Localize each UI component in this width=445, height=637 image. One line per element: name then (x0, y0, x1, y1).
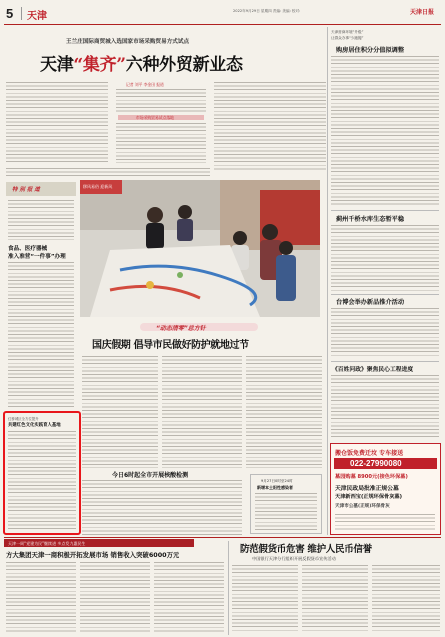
bottom-right-body-col2 (302, 565, 368, 633)
ad-fine-print (335, 514, 435, 530)
feature-intro-text (8, 200, 74, 240)
bottom-right-headline: 防范假货币危害 维护人民币信誉 (240, 544, 372, 555)
photo-banner (80, 180, 122, 194)
page-divider-bar (21, 7, 22, 20)
center-sub-headline: 今日6时起全市开展核酸检测 (112, 472, 189, 479)
right-mid-title: 蓟州千桥水库生态暂平稳 (336, 216, 405, 223)
bottom-left-body-col1 (6, 562, 76, 634)
lead-sub-box-heading: 市场采购贸易试点落地 (136, 115, 174, 120)
ad-phone: 022-27990080 (350, 459, 402, 468)
promo-banner-text: 天津一周“党建为民”继续进 多点发力惠民生 (8, 540, 86, 546)
page-number: 5 (6, 6, 14, 21)
bottom-col-rule (228, 541, 229, 635)
right-top-kicker2: 让群众办事“少跑腿” (331, 36, 364, 40)
center-tag-text: “动态清零”总方针 (156, 325, 206, 332)
meta-line: 2022年9月29日 星期四 责编: 美编: 校对: (233, 9, 301, 13)
center-sub-body (82, 480, 242, 536)
bottom-right-sub: 中国银行天津分行组织开展反假货币宣传活动 (252, 556, 336, 561)
bottom-left-body-col2 (80, 562, 150, 634)
ad-line4: 天津新西宝(正规环保骨灰墓) (335, 494, 402, 500)
center-body-col3 (246, 356, 322, 468)
bottom-left-headline: 方大集团天津一商积极开拓发展市场 销售收入突破6000万元 (6, 551, 180, 559)
masthead-rule (4, 24, 441, 25)
section-name: 天津 (27, 11, 47, 22)
lead-sub-box-text2 (116, 123, 206, 163)
lead-kicker: 王兰庄国际商贸城入选国家市场采购贸易方式试点 (66, 39, 190, 45)
highlight-box[interactable] (3, 411, 81, 535)
feature-banner (6, 182, 76, 196)
right-mid-title2: 台博会举办新品推介活动 (336, 299, 405, 306)
lead-sub-box-text (116, 89, 206, 113)
lead-headline-part2: 六种外贸新业态 (125, 55, 243, 75)
feature-body (8, 262, 74, 407)
bottom-left-body-col3 (154, 562, 224, 634)
bottom-right-body-col3 (372, 565, 440, 633)
highlight-kicker: 红桥城区全方位提升 (8, 417, 39, 421)
center-headline: 国庆假期 倡导市民做好防护就地过节 (92, 340, 249, 351)
center-note-body (255, 493, 317, 531)
center-note-box (250, 474, 322, 534)
center-body-col2 (162, 356, 242, 468)
feature-title2: 准入准营“一件事”办理 (8, 254, 66, 260)
right-top-body (331, 56, 439, 206)
photo-illustration (80, 180, 320, 317)
right-lower-body (331, 375, 439, 439)
promo-banner (4, 539, 194, 547)
center-note-title2: 新增本土阳性感染者 (257, 485, 293, 490)
lead-sub-box-title: 记者 刘平 李金田 报道 (126, 82, 164, 87)
right-rule-3 (331, 361, 439, 362)
lead-headline (40, 50, 243, 75)
bottom-rule (4, 537, 441, 538)
feature-title: 食品、医疗器械 (8, 246, 48, 252)
lead-body-col1 (6, 82, 108, 162)
highlight-title: 共建红色文化实践育人基地 (8, 423, 61, 428)
right-rule-2 (331, 294, 439, 295)
ad-phone-bar (334, 458, 437, 469)
right-top-kicker: 天津营商环境“升级” (331, 30, 364, 34)
lead-headline-quote: “集齐” (73, 55, 126, 75)
lead-headline-part1: 天津 (40, 55, 74, 75)
right-mid-body2 (331, 308, 439, 358)
bottom-right-body-col1 (232, 565, 298, 633)
center-tag (140, 322, 258, 332)
ad-line1: 搬仓饭免费迁坟 专车接送 (335, 450, 404, 457)
lead-story (4, 27, 324, 77)
center-note-title: 9月27日0时至24时 (261, 479, 293, 483)
right-rule-1 (331, 210, 439, 211)
ad-line5: 天津市公墓(正规)环保骨灰 (335, 504, 390, 509)
lead-sub-box (112, 82, 210, 166)
right-col-rule (327, 27, 328, 535)
ad-box[interactable] (330, 443, 441, 535)
highlight-body (8, 431, 76, 531)
feature-heading: 特 别 报 道 (12, 187, 40, 193)
paper-logo: 天津日报 (410, 9, 435, 16)
right-lower-title: 《百姓问政》聚焦民心工程进度 (332, 367, 414, 373)
masthead (0, 0, 445, 24)
ad-line2: 墓园购墓 8900元(接色环保墓) (335, 474, 408, 480)
lead-body-col3 (214, 82, 326, 172)
lead-body-row2 (6, 168, 210, 178)
main-photo (80, 180, 320, 317)
center-body-col1 (82, 356, 158, 468)
right-top-title: 购房居住积分分值拟调整 (336, 47, 405, 54)
right-mid-body (331, 225, 439, 291)
ad-line3: 天津民政局批准正规公墓 (335, 486, 399, 492)
photo-banner-text: 移风易俗 迎新风 (83, 184, 113, 189)
